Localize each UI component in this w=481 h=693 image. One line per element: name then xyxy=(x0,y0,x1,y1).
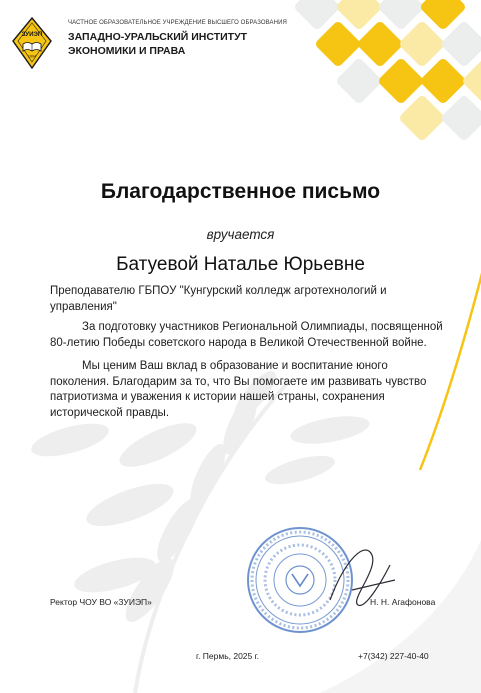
org-name xyxy=(68,30,247,58)
org-name-line2: ЭКОНОМИКИ И ПРАВА xyxy=(68,45,186,57)
diamond-pattern xyxy=(293,0,481,142)
logo-text: ЗУИЭП xyxy=(21,31,43,38)
signatory-name: Н. Н. Агафонова xyxy=(370,597,436,607)
contact-phone: +7(342) 227-40-40 xyxy=(358,651,429,661)
logo-year: 1994 xyxy=(28,54,36,59)
gray-corner-shape xyxy=(320,540,481,693)
org-name-line1: ЗАПАДНО-УРАЛЬСКИЙ ИНСТИТУТ xyxy=(68,31,248,43)
city-date: г. Пермь, 2025 г. xyxy=(196,651,260,661)
recipient-name: Батуевой Наталье Юрьевне xyxy=(116,254,365,275)
letter-subtitle: вручается xyxy=(206,227,275,242)
recipient-position: Преподавателю ГБПОУ "Кунгурский колледж агротехнологий и управления" xyxy=(50,285,387,313)
org-type-line: ЧАСТНОЕ ОБРАЗОВАТЕЛЬНОЕ УЧРЕЖДЕНИЕ ВЫСШЕГО ОБРАЗОВАНИЯ xyxy=(68,20,287,26)
paragraph-gratitude: Мы ценим Ваш вклад в образование и воспитание юного поколения. Благодарим за то, что Вы помогаете им развивать чувство патриотизма и уважения к истории нашей страны, сохранения исторической правды. xyxy=(50,360,427,419)
letter-title: Благодарственное письмо xyxy=(100,180,381,203)
institute-logo xyxy=(12,17,52,69)
official-stamp xyxy=(248,528,352,632)
signatory-title: Ректор ЧОУ ВО «ЗУИЭП» xyxy=(50,597,152,607)
paragraph-reason: За подготовку участников Региональной Олимпиады, посвященной 80-летию Победы советского народа в Великой Отечественной войне. xyxy=(50,321,443,349)
